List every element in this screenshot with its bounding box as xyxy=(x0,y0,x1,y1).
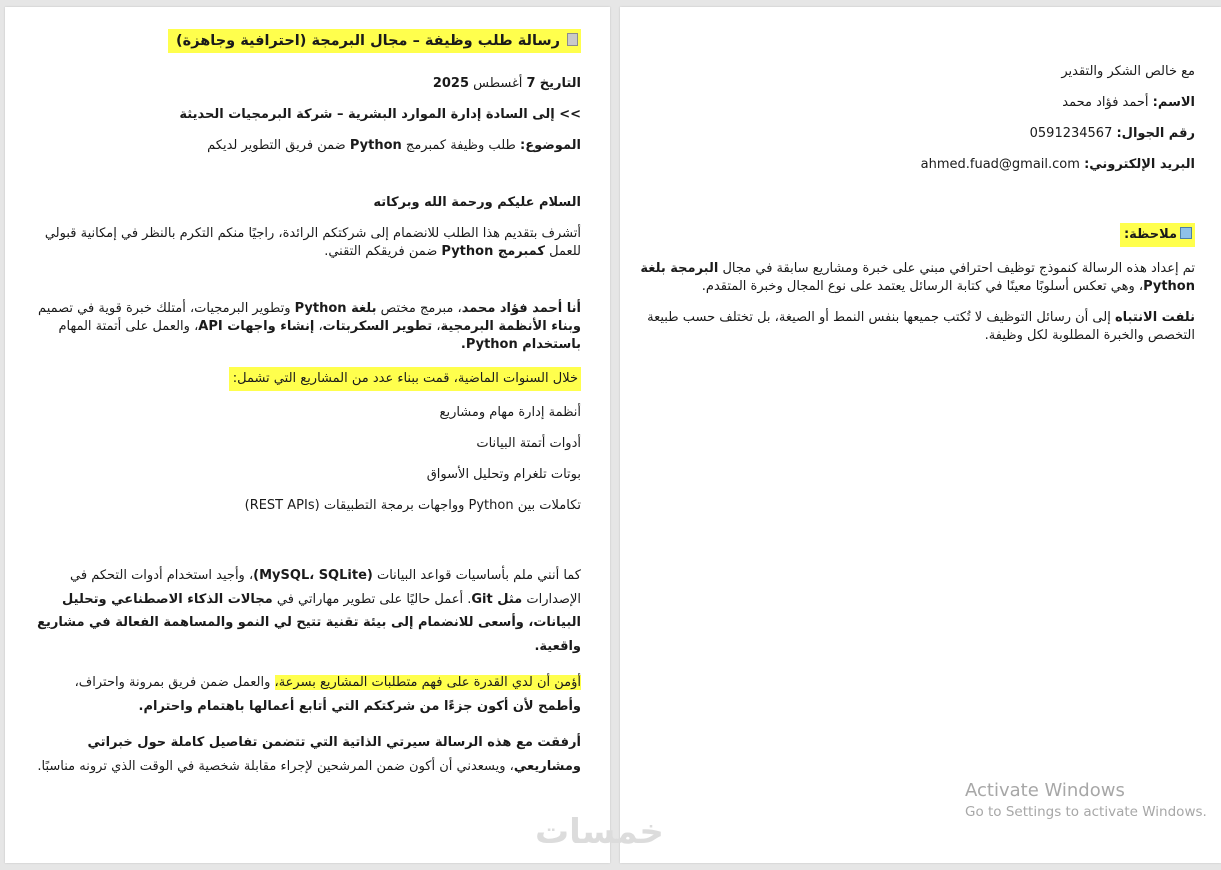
email-line: البريد الإلكتروني: ahmed.fuad@gmail.com xyxy=(920,157,1195,172)
about-paragraph: أنا أحمد فؤاد محمد، مبرمج مختص بلغة Python وتطوير البرمجيات، أمتلك خبرة قوية في تصميم وبناء الأنظمة البرمجية، تطوير السكربتات، إنشاء واجهات API، والعمل على أتمتة المهام باستخدام Python. xyxy=(38,301,581,352)
date-line: التاريخ 7 أغسطس 2025 xyxy=(432,76,581,91)
list-item: تكاملات بين Python وواجهات برمجة التطبيقات (REST APIs) xyxy=(244,498,581,513)
closing-line: مع خالص الشكر والتقدير xyxy=(1061,64,1195,79)
memo-icon xyxy=(1180,227,1192,239)
document-page-right xyxy=(620,7,1221,863)
activate-windows-watermark xyxy=(965,779,1207,821)
note-paragraph: تم إعداد هذه الرسالة كنموذج توظيف احترافي مبني على خبرة ومشاريع سابقة في مجال البرمجة بلغة Python، وهي تعكس أسلوبًا معينًا في كتابة الرسائل يعتمد على نوع المجال وخبرة المتقدم. xyxy=(640,261,1195,294)
letter-title: رسالة طلب وظيفة – مجال البرمجة (احترافية وجاهزة) xyxy=(31,33,581,49)
phone-line: رقم الجوال: 0591234567 xyxy=(1029,126,1195,141)
skills-paragraph: كما أنني ملم بأساسيات قواعد البيانات (MySQL، SQLite)، وأجيد استخدام أدوات التحكم في الإصدارات مثل Git. أعمل حاليًا على تطوير مهاراتي في مجالات الذكاء الاصطناعي وتحليل البيانات، وأسعى للانضمام إلى بيئة تقنية تتيح لي النمو والمساهمة الفعالة في مشاريع واقعية. xyxy=(37,568,581,654)
document-page-left xyxy=(5,7,610,863)
brand-logo: خمسات xyxy=(535,812,664,852)
recipient-line: >> إلى السادة إدارة الموارد البشرية – شركة البرمجيات الحديثة xyxy=(179,107,581,122)
name-line: الاسم: أحمد فؤاد محمد xyxy=(1062,95,1195,110)
list-item: أدوات أتمتة البيانات xyxy=(476,436,581,451)
attention-paragraph: نلفت الانتباه إلى أن رسائل التوظيف لا تُكتب جميعها بنفس النمط أو الصيغة، بل تختلف حسب طبيعة التخصص والخبرة المطلوبة لكل وظيفة. xyxy=(647,310,1195,343)
watermark-title: Activate Windows xyxy=(965,780,1125,801)
list-item: بوتات تلغرام وتحليل الأسواق xyxy=(426,467,581,482)
note-title: ملاحظة: xyxy=(640,223,1195,247)
list-item: أنظمة إدارة مهام ومشاريع xyxy=(439,405,581,420)
subject-line: الموضوع: طلب وظيفة كمبرمج Python ضمن فريق التطوير لديكم xyxy=(207,138,581,153)
projects-list xyxy=(31,404,581,515)
document-icon xyxy=(567,33,578,46)
intro-paragraph: أتشرف بتقديم هذا الطلب للانضمام إلى شركتكم الرائدة، راجيًا منكم التكرم بالنظر في إمكانية قبولي للعمل كمبرمج Python ضمن فريقكم التقني. xyxy=(44,226,581,259)
greeting: السلام عليكم ورحمة الله وبركاته xyxy=(373,195,581,210)
attachment-paragraph: أرفقت مع هذه الرسالة سيرتي الذاتية التي تتضمن تفاصيل كاملة حول خبراتي ومشاريعي، ويسعدني أن أكون ضمن المرشحين لإجراء مقابلة شخصية في الوقت الذي ترونه مناسبًا. xyxy=(37,735,581,774)
watermark-subtitle: Go to Settings to activate Windows. xyxy=(965,804,1207,820)
projects-intro: خلال السنوات الماضية، قمت ببناء عدد من المشاريع التي تشمل: xyxy=(31,367,581,391)
belief-paragraph: أؤمن أن لدي القدرة على فهم متطلبات المشاريع بسرعة، والعمل ضمن فريق بمرونة واحتراف، وأطمح لأن أكون جزءًا من شركتكم التي أتابع أعمالها باهتمام واحترام. xyxy=(74,675,581,714)
